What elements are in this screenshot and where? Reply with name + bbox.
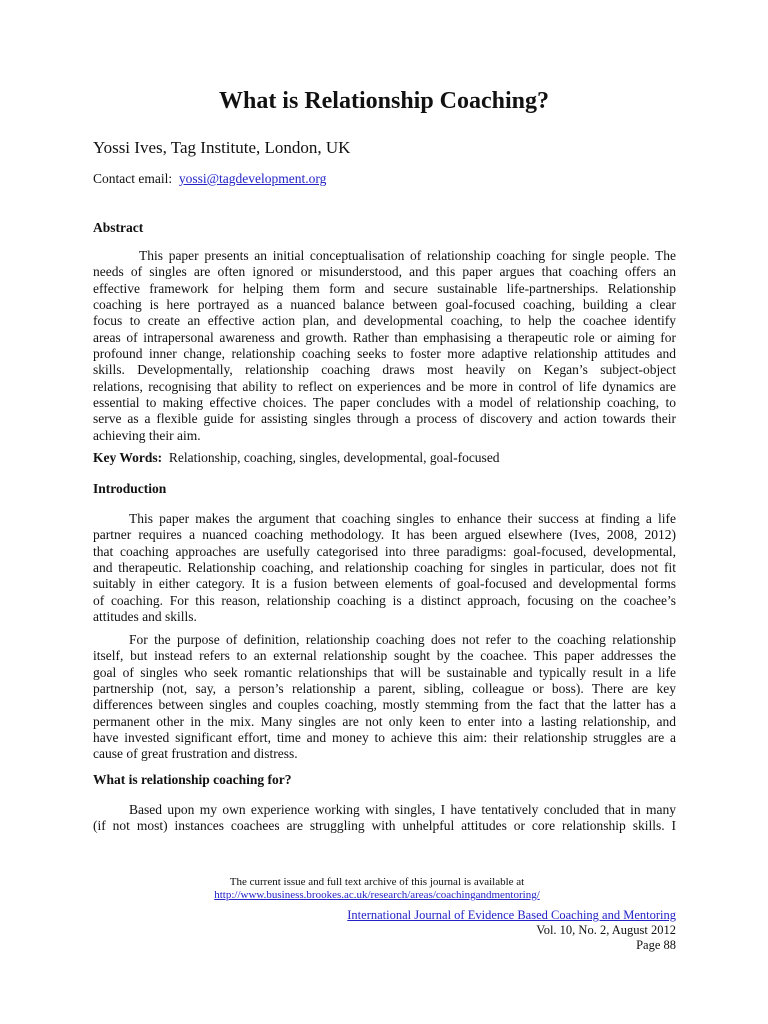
volume-info: Vol. 10, No. 2, August 2012 [536,923,676,937]
text-line: that coaching approaches are usefully categorised into three paradigms: goal-focused, developmental, [93,543,676,559]
text-line: of coaching. For this reason, relationship coaching is a distinct approach, focusing on the coachee’s [93,592,676,608]
archive-url-link[interactable]: http://www.business.brookes.ac.uk/research/areas/coachingandmentoring/ [214,889,540,901]
archive-note: The current issue and full text archive of this journal is available at [229,876,525,888]
abstract-paragraph [93,248,676,444]
keywords-label: Key Words: [93,450,163,465]
journal-name-line [347,908,676,923]
paper-title: What is Relationship Coaching? [218,88,550,114]
section2-paragraph [93,802,676,835]
text-line: partnership (not, say, a person’s relationship a parent, sibling, colleague or boss). There are key [93,681,676,697]
text-line: attitudes and skills. [93,609,197,625]
introduction-paragraph-2 [93,632,676,763]
text-line: relations, recognising that ability to reflect on experiences and be more in control of life dynamics are [93,378,676,394]
text-line: This paper makes the argument that coaching singles to enhance their success at finding a life [129,511,676,526]
text-line: skills. Developmentally, relationship coaching draws most heavily on Kegan’s subject-object [93,362,676,378]
text-line: cause of great frustration and distress. [93,746,298,762]
text-line: suitably in either category. It is a fusion between elements of goal-focused and developmental forms [93,576,676,592]
text-line: effective framework for helping them form and secure sustainable life-partnerships. Relationship [93,280,676,296]
author-line: Yossi Ives, Tag Institute, London, UK [93,138,351,157]
text-line: This paper presents an initial conceptualisation of relationship coaching for single people. The [139,248,676,263]
text-line: partner requires a nuanced coaching methodology. It has been argued elsewhere (Ives, 2008, 2012) [93,527,676,543]
text-line: needs of singles are often ignored or misunderstood, and this paper argues that coaching offers an [93,264,676,280]
text-line: have invested significant effort, time and money to achieve this aim: their relationship struggles are a [93,730,676,746]
text-line: goal of singles who seek romantic relationships that will be sustainable and typically result in a life [93,664,676,680]
text-line: essential to making effective choices. The paper concludes with a model of relationship coaching, to [93,395,676,411]
archive-url-line [0,889,761,902]
text-line: itself, but instead refers to an external relationship sought by the coachee. This paper addresses the [93,648,676,664]
text-line: For the purpose of definition, relationship coaching does not refer to the coaching relationship [129,632,676,647]
page-number: Page 88 [636,938,676,952]
contact-line [93,170,326,188]
journal-name-link[interactable]: International Journal of Evidence Based Coaching and Mentoring [347,908,676,922]
text-line: coaching is here portrayed as a nuanced balance between goal-focused coaching, building a clear [93,297,676,313]
text-line: and therapeutic. Relationship coaching, and relationship coaching for singles in particular, does not fit [93,560,676,576]
keywords-value: Relationship, coaching, singles, developmental, goal-focused [168,450,500,465]
text-line: areas of intrapersonal awareness and growth. Rather than emphasising a therapeutic role or aiming for [93,329,676,345]
text-line: permanent other in the mix. Many singles are not only keen to enter into a lasting relationship, and [93,713,676,729]
email-link[interactable]: yossi@tagdevelopment.org [178,171,327,186]
text-line: profound inner change, relationship coaching seeks to foster more adaptive relationship attitudes and [93,346,676,362]
text-line: focus to create an effective action plan, and developmental coaching, to help the coachee identify [93,313,676,329]
text-line: differences between singles and couples coaching, mostly stemming from the fact that the latter has a [93,697,676,713]
section-heading: What is relationship coaching for? [93,772,292,787]
introduction-paragraph-1 [93,511,676,625]
text-line: achieving their aim. [93,427,201,443]
introduction-heading: Introduction [93,481,167,496]
text-line: serve as a flexible guide for assisting singles through a process of discovery and action towards their [93,411,676,427]
contact-label: Contact email: [93,171,173,186]
text-line: Based upon my own experience working with singles, I have tentatively concluded that in many [129,802,676,817]
text-line: (if not most) instances coachees are struggling with unhelpful attitudes or core relationship skills. I [93,818,676,834]
keywords-line [93,449,500,467]
abstract-heading: Abstract [93,220,144,235]
